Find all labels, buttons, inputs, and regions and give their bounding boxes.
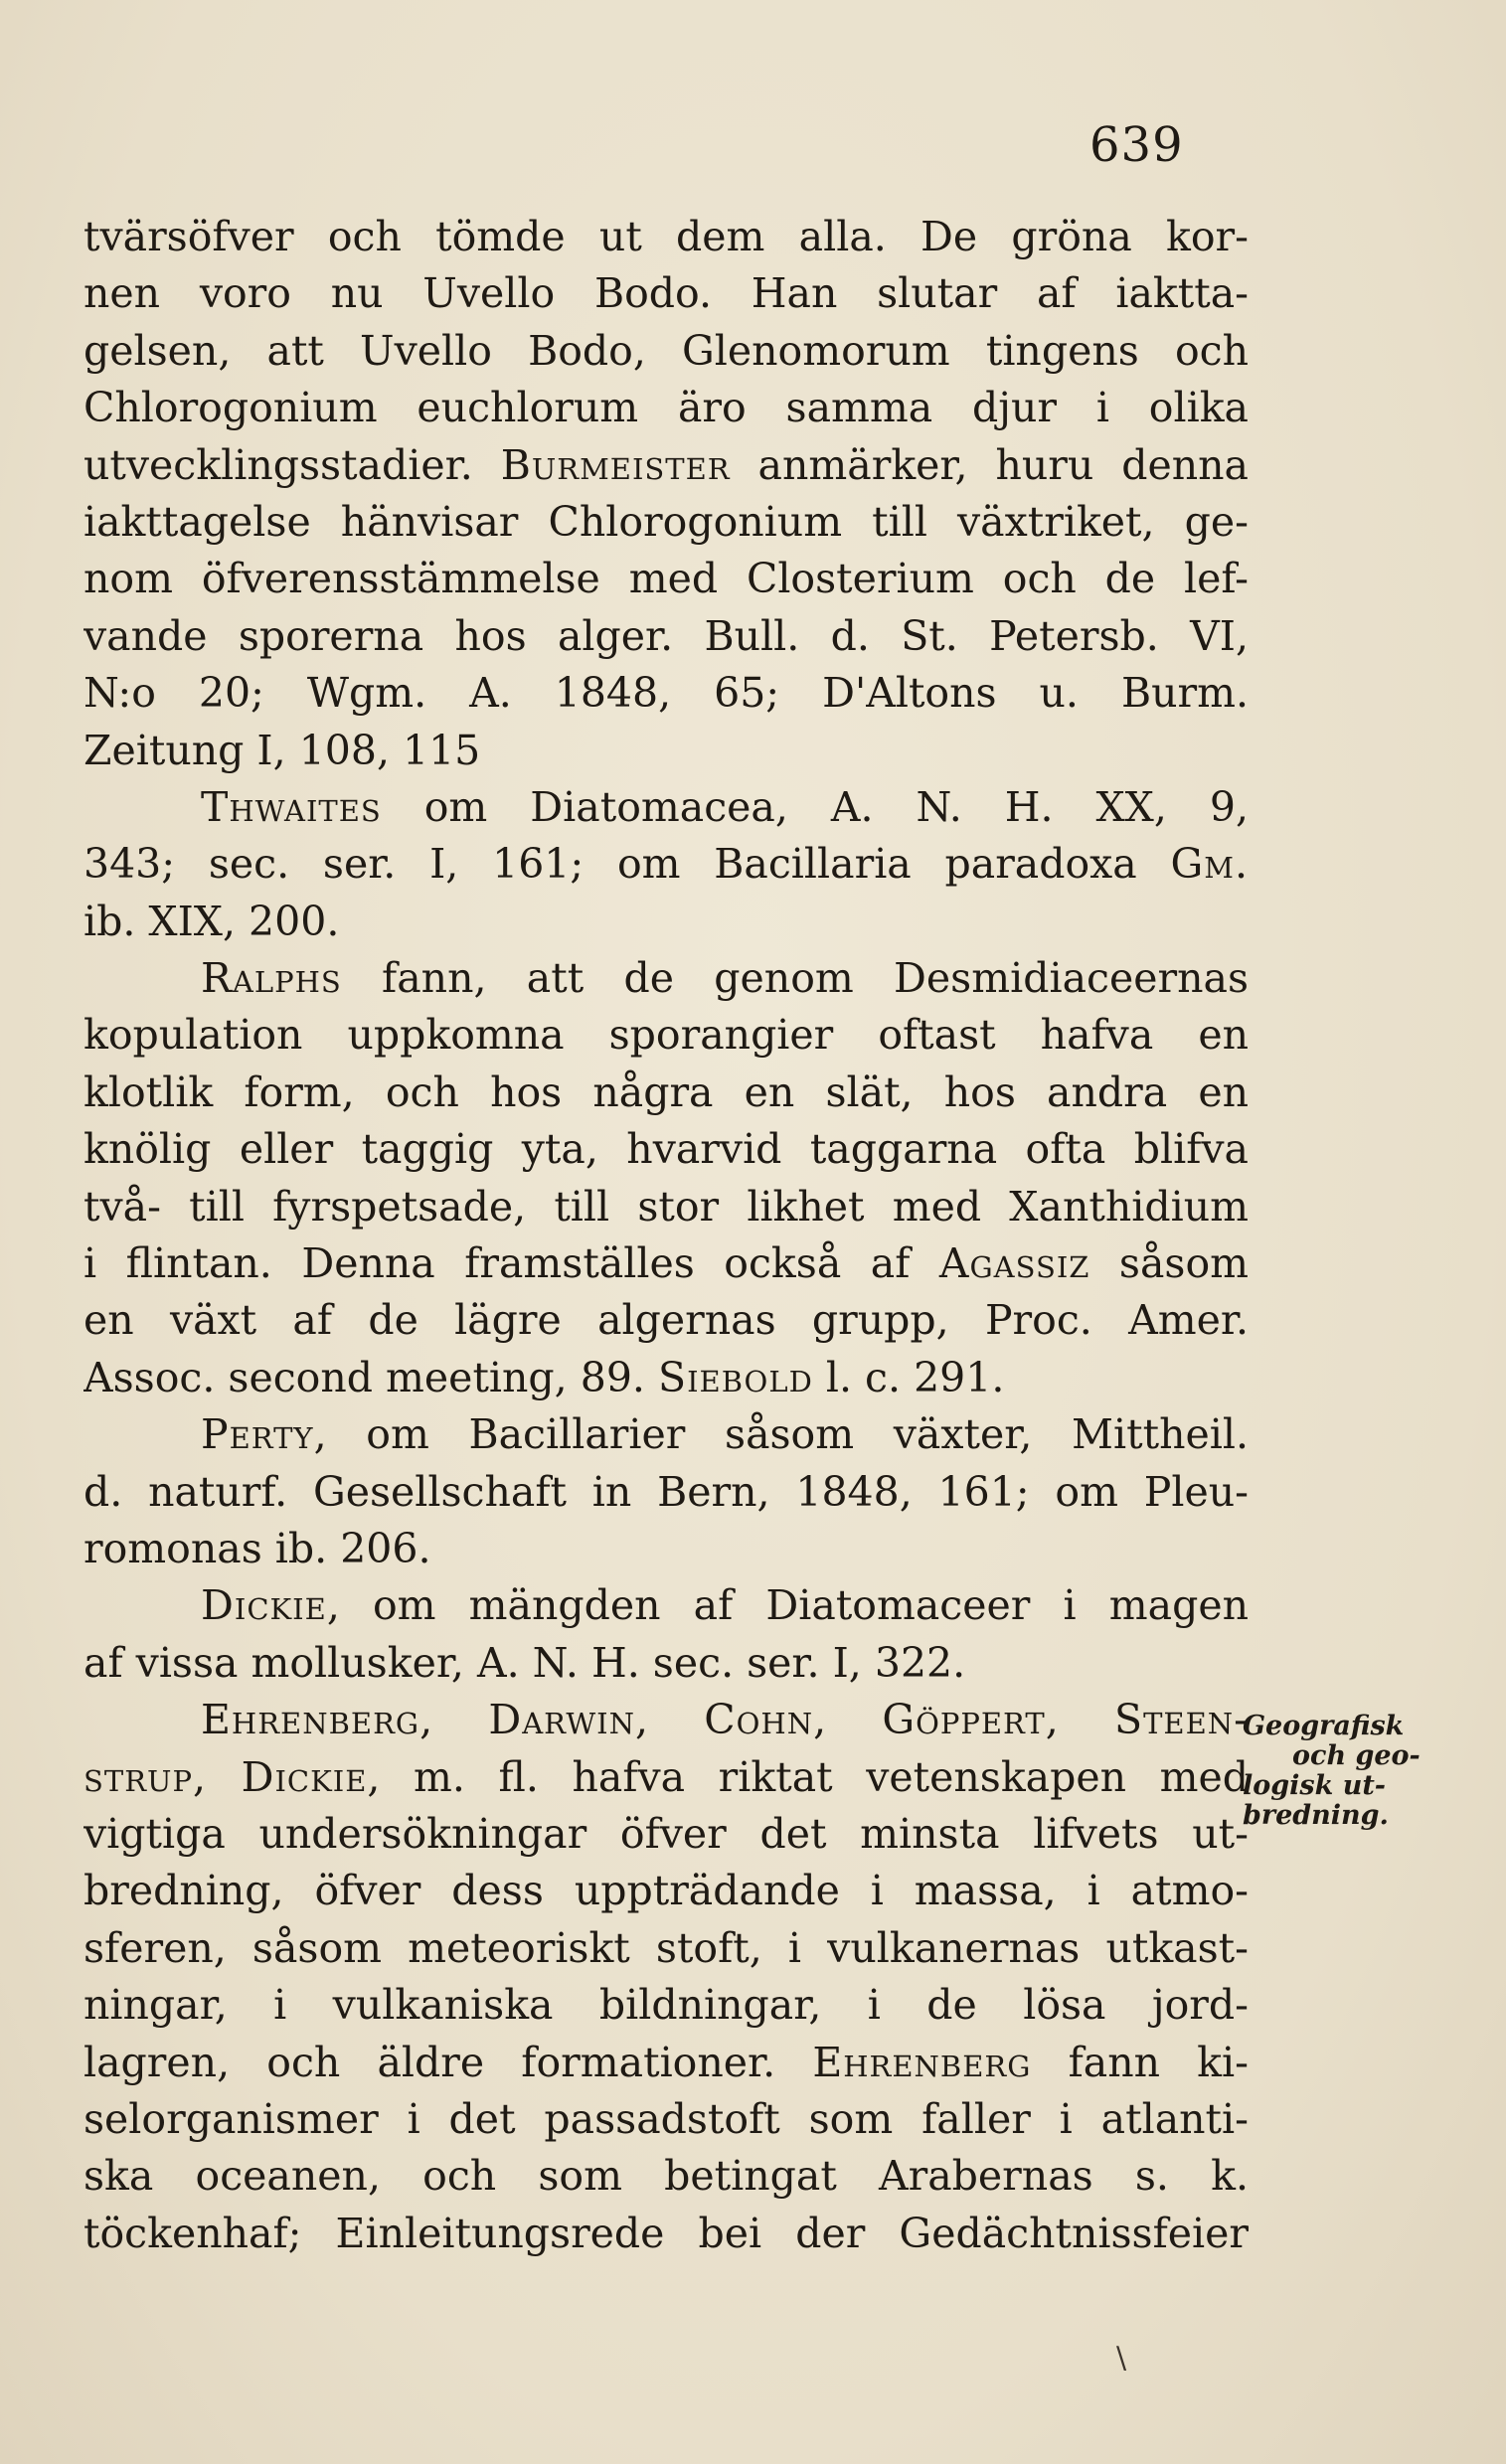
- text-line: lagren, och äldre formationer. Ehrenberg fann ki-: [84, 2038, 1249, 2086]
- text-line: bredning, öfver dess uppträdande i massa, i atmo-: [84, 1867, 1249, 1915]
- text-line: två- till fyrspetsade, till stor likhet med Xanthidium: [84, 1182, 1249, 1231]
- margin-note-line: Geografisk: [1243, 1711, 1405, 1741]
- text-line: N:o 20; Wgm. A. 1848, 65; D'Altons u. Burm.: [84, 669, 1249, 718]
- text-line: klotlik form, och hos några en slät, hos andra en: [84, 1068, 1249, 1116]
- text-line: Ralphs fann, att de genom Desmidiaceernas: [201, 954, 1249, 1003]
- body-text: [84, 209, 1249, 2262]
- text-line: knölig eller taggig yta, hvarvid taggarna ofta blifva: [84, 1125, 1249, 1174]
- author-name: Dickie: [201, 1581, 327, 1630]
- text-line: Perty, om Bacillarier såsom växter, Mittheil.: [201, 1410, 1249, 1459]
- author-name: Siebold: [657, 1353, 813, 1401]
- margin-note: [1243, 1711, 1421, 1831]
- text-line: töckenhaf; Einleitungsrede bei der Gedächtnissfeier: [84, 2209, 1249, 2257]
- text-line: vande sporerna hos alger. Bull. d. St. Petersb. VI,: [84, 611, 1249, 660]
- text-line: ska oceanen, och som betingat Arabernas s. k.: [84, 2152, 1249, 2201]
- author-name: Gm.: [1170, 840, 1249, 889]
- text-line: selorganismer i det passadstoft som faller i atlanti-: [84, 2094, 1249, 2143]
- text-line: utvecklingsstadier. Burmeister anmärker, huru denna: [84, 440, 1249, 489]
- author-names: Ehrenberg, Darwin, Cohn, Göppert, Steen-: [201, 1696, 1249, 1744]
- text-line: Thwaites om Diatomacea, A. N. H. XX, 9,: [201, 782, 1249, 831]
- text-line: i flintan. Denna framställes också af Agassiz såsom: [84, 1239, 1249, 1288]
- text-line: kopulation uppkomna sporangier oftast hafva en: [84, 1011, 1249, 1060]
- text-line: ningar, i vulkaniska bildningar, i de lösa jord-: [84, 1981, 1249, 2030]
- text-line: d. naturf. Gesellschaft in Bern, 1848, 161; om Pleu-: [84, 1467, 1249, 1516]
- text-line: 343; sec. ser. I, 161; om Bacillaria paradoxa Gm.: [84, 840, 1249, 889]
- text-line: Zeitung I, 108, 115: [84, 726, 481, 774]
- margin-note-line: och geo-: [1292, 1740, 1421, 1771]
- author-name: Thwaites: [201, 782, 382, 831]
- author-name: Burmeister: [500, 440, 731, 489]
- text-line: vigtiga undersökningar öfver det minsta lifvets ut-: [84, 1809, 1249, 1858]
- author-name: Agassiz: [938, 1239, 1090, 1288]
- author-name: Ehrenberg: [812, 2038, 1032, 2086]
- author-name: Perty: [201, 1410, 314, 1459]
- text-line: gelsen, att Uvello Bodo, Glenomorum tingens och: [84, 326, 1249, 375]
- text-line: ib. XIX, 200.: [84, 897, 340, 945]
- text-line: romonas ib. 206.: [84, 1524, 431, 1572]
- text-line: en växt af de lägre algernas grupp, Proc. Amer.: [84, 1296, 1249, 1345]
- text-line: Chlorogonium euchlorum äro samma djur i olika: [84, 384, 1249, 432]
- print-speck: \: [1116, 2341, 1127, 2376]
- text-line: tvärsöfver och tömde ut dem alla. De gröna kor-: [84, 213, 1249, 260]
- text-line: Dickie, om mängden af Diatomaceer i magen: [201, 1581, 1249, 1630]
- text-line: strup, Dickie, m. fl. hafva riktat vetenskapen med: [84, 1752, 1249, 1801]
- author-name: strup, Dickie: [84, 1752, 368, 1801]
- margin-note-line: logisk ut-: [1243, 1770, 1387, 1801]
- text-line: [84, 1692, 1249, 1748]
- text-line: Assoc. second meeting, 89. Siebold l. c. 291.: [84, 1353, 1005, 1401]
- text-line: sferen, såsom meteoriskt stoft, i vulkanernas utkast-: [84, 1923, 1249, 1972]
- text-line: nom öfverensstämmelse med Closterium och de lef-: [84, 555, 1249, 603]
- text-line: af vissa mollusker, A. N. H. sec. ser. I, 322.: [84, 1638, 966, 1687]
- page-number: 639: [1089, 117, 1184, 173]
- text-line: nen voro nu Uvello Bodo. Han slutar af iaktta-: [84, 269, 1249, 318]
- author-name: Ralphs: [201, 954, 342, 1003]
- text-line: iakttagelse hänvisar Chlorogonium till växtriket, ge-: [84, 497, 1249, 546]
- margin-note-line: bredning.: [1243, 1800, 1389, 1831]
